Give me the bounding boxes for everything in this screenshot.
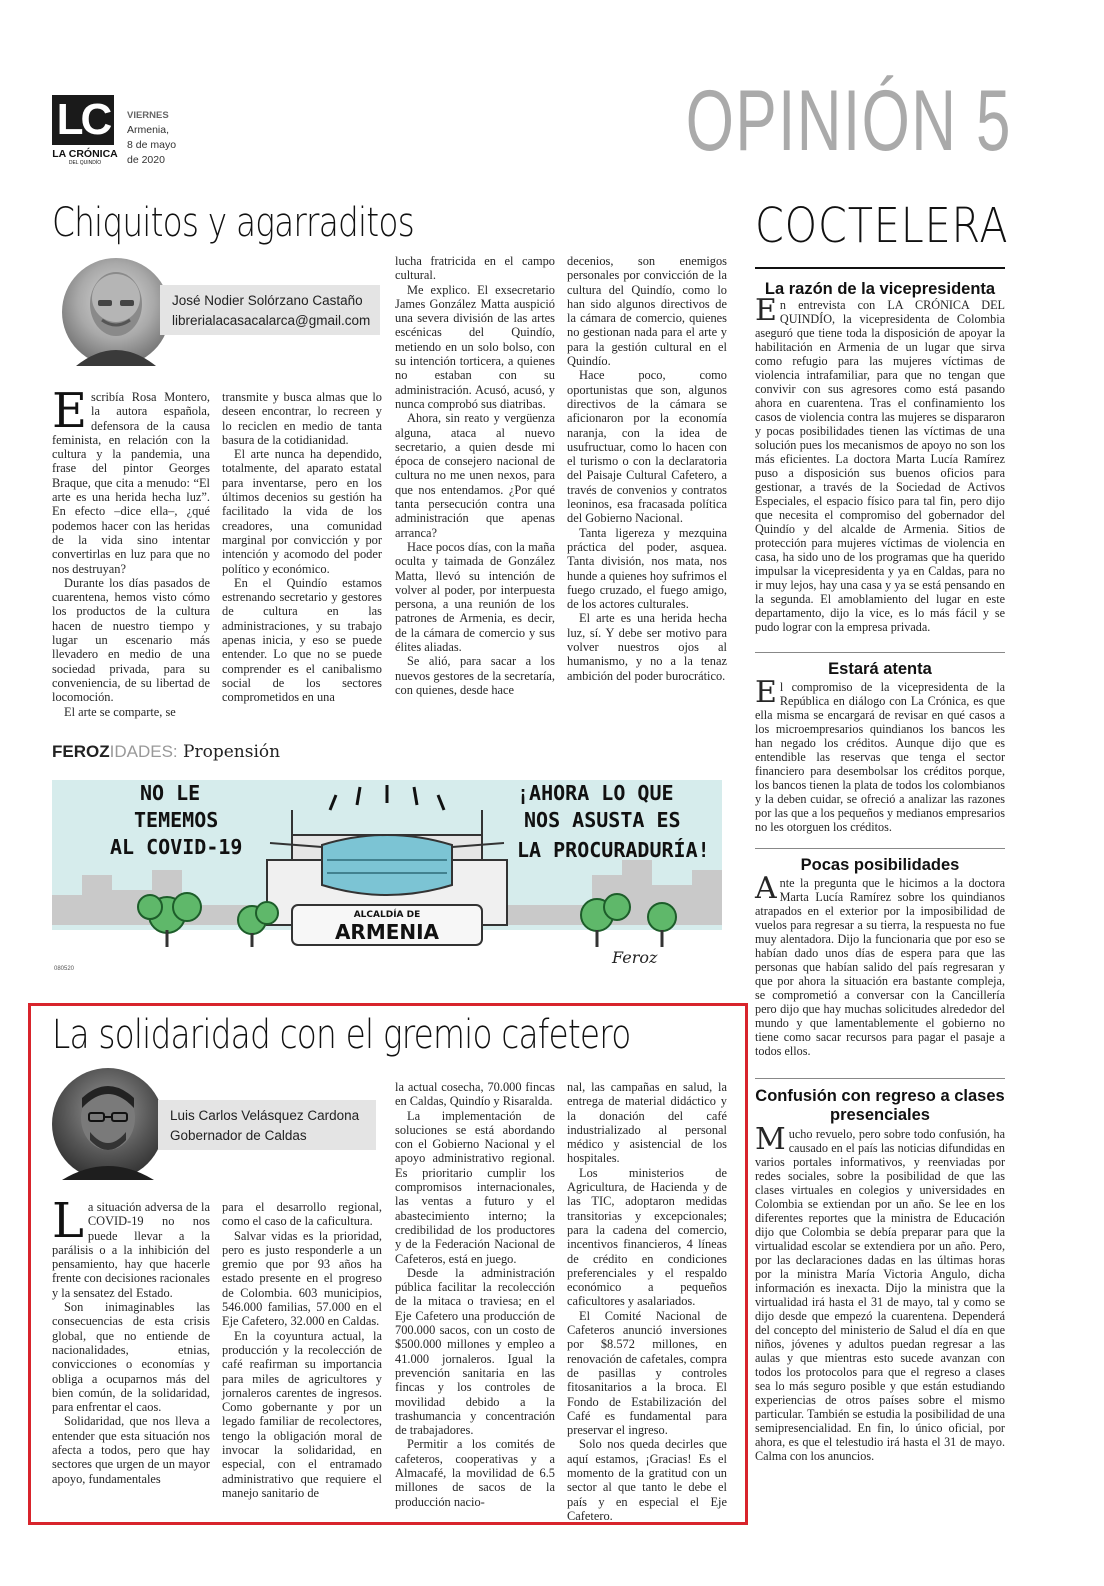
author-box bbox=[160, 285, 380, 335]
paragraph: la actual cosecha, 70.000 fincas en Caldas, Quindío y Risaralda. bbox=[395, 1080, 555, 1109]
article-column bbox=[395, 254, 555, 709]
paragraph: scribía Rosa Montero, la autora española, defensora de la causa feminista, en relación con la cultura y la pandemia, una frase del pintor Georges Braque, que cita a menudo: “El arte es una herida hecha luz”. En efecto –dice ella–, ¿qué podemos hacer con las heridas de la vida sino intentar convertirlas en luz para que no nos destruyan? bbox=[52, 390, 210, 576]
paragraph: En la coyuntura actual, la producción y la recolección de café reafirman su importancia para miles de agricultores y jornaleros carentes de ingresos. Como gobernante y por un legado familiar de recolectores, tengo la obligación moral de invocar la solidaridad, en especial, con el entramado administrativo que requiere el manejo sanitario de bbox=[222, 1328, 382, 1500]
paragraph: Los ministerios de Agricultura, de Hacienda y de las TIC, adoptaron medidas transitorias y excepcionales; para la cadena del comercio, incentivos financieros, 4 líneas de crédito en condiciones preferenciales y el respaldo económico a pequeños caficultores y asalariados. bbox=[567, 1165, 727, 1309]
author-name: José Nodier Solórzano Castaño bbox=[172, 293, 363, 308]
logo-subtitle: DEL QUINDÍO bbox=[68, 160, 102, 166]
cartoon-illustration bbox=[52, 765, 722, 965]
sidebar-paragraph: l compromiso de la vicepresidenta de la República en diálogo con La Crónica, es que ella misma se encargará de revisar en qué casos a los microempresarios quindianos los bancos les han negado los créditos. Aunque dijo que es entendible las reservas que tenga el sector financiero para desembolsar los créditos porque, los bancos tienen la plata de todos los colombianos y la deben cuidar, se ofreció a analizar las razones por las que a los pequeños y medianos empresarios no les otorguen los créditos. bbox=[755, 680, 1005, 834]
building-sign-top: ALCALDÍA DE bbox=[353, 910, 421, 920]
date-line-2: de 2020 bbox=[127, 154, 165, 166]
paragraph: Ahora, sin reato y vergüenza alguna, ataca al nuevo secretario, a quien desde mi época de consejero nacional de cultura no me unen nexos, para que nos entendamos. ¿Por qué tanta persecución contra una administración que apenas arranca? bbox=[395, 411, 555, 540]
paragraph: Tanta ligereza y mezquina práctica del poder, asquea. Tanta división, nos mata, nos hunde a quienes hoy sufrimos el fuego cruzado, el fuego amigo, de los actores culturales. bbox=[567, 525, 728, 612]
sidebar-text bbox=[755, 675, 1005, 838]
paragraph: Son inimaginables las consecuencias de esta crisis global, que no entiende de nacionalidades, etnias, convicciones o economías y obliga a ocuparnos más del bien común, de la solidaridad, para enfrentar el caos. bbox=[52, 1300, 210, 1415]
paragraph: transmite y busca almas que lo deseen encontrar, lo recreen y lo reciclen en medio de tanta basura de la cotidianidad. bbox=[222, 390, 382, 447]
cartoon-label bbox=[52, 742, 280, 762]
sidebar-text bbox=[755, 293, 1005, 643]
article-title: La solidaridad con el gremio cafetero bbox=[52, 1012, 631, 1058]
paragraph: Hace poco, como oportunistas que son, algunos directivos de la cámara se aficionaron por la economía naranja, con la idea de usufructuar, como lo hacen con el turismo o con la declaratoria del Paisaje Cultural Cafetero, a través de convenios y contratos leoninos, esa fracasada política del Gobierno Nacional. bbox=[567, 368, 727, 526]
paragraph: La implementación de soluciones se está abordando con el Gobierno Nacional y el apoyo administrativo regional. Es prioritario cumplir los compromisos internacionales, las ventas a futuro y el abastecimiento interno; la credibilidad de los productores y de la Federación Nacional de Cafeteros, está en juego. bbox=[395, 1108, 555, 1266]
dropcap: A bbox=[755, 871, 777, 906]
article-column bbox=[222, 1200, 382, 1500]
cartoon-label-bold: FEROZ bbox=[52, 742, 110, 761]
bubble-right-line-2: NOS ASUSTA ES bbox=[524, 808, 681, 832]
sidebar-rule bbox=[755, 267, 1005, 269]
article-column bbox=[567, 254, 727, 709]
sidebar-paragraph: ucho revuelo, pero sobre todo confusión, ha causado en el país las noticias difundidas en varios portales informativos, y reenviadas por redes sociales, sobre la posibilidad de que las clases virtuales en colegios y universidades en Colombia se extiendan por un año. Se lee en los diferentes reportes que la ministra de Educación dijo que Colombia se debía preparar para que la virtualidad escolar se extendiera por un año. Pero, por las declaraciones dadas en las últimas horas por la ministra María Victoria Angulo, dicha información es inexacta. Dijo la ministra que la virtualidad irá hasta el 31 de mayo, tal y como se dijo desde que empezó la cuarentena. Dependerá del concepto del ministerio de Salud el día en que niños, jóvenes y adultos puedan regresar a las aulas y que mientras esto sucede avanzan con todos los protocolos para que el regreso a clases sea lo más seguro posible y que están estudiando experiencias de otros países sobre el mismo particular. También se estudia la posibilidad de una semipresencialidad. En fin, lo único oficial, por ahora, es que el telestudio irá hasta el 31 de mayo. Calma con los anuncios. bbox=[755, 1127, 1005, 1463]
paragraph: Se alió, para sacar a los nuevos gestores de la secretaría, con quienes, desde hace bbox=[395, 654, 555, 697]
cartoon-date-code: 080520 bbox=[54, 966, 75, 972]
bubble-left-line-3: AL COVID-19 bbox=[110, 835, 243, 859]
day-label: VIERNES bbox=[127, 110, 169, 121]
sidebar-text bbox=[755, 871, 1005, 1066]
paragraph: Durante los días pasados de cuarentena, hemos visto cómo los productos de la cultura hacen de nuestro tiempo y lugar un escenario más llevadero en medio de una sociedad privada, para su conveniencia, de su libertad de locomoción. bbox=[52, 575, 210, 705]
paragraph: Me explico. El exsecretario James González Matta auspició una severa división de las artes escénicas del Quindío, metiendo en un solo bolso, con su intención torticera, a quienes no estaban con su administración. Acusó, acusó, y nunca comprobó sus diatribas. bbox=[395, 282, 555, 411]
author-role: Gobernador de Caldas bbox=[170, 1128, 307, 1143]
paragraph: Desde la administración pública facilitar la recolección de la mitaca o traviesa; en el Eje Cafetero una producción de 700.000 sacos, con un costo de $500.000 millones y empleo a 41.000 jornaleros. Igual la prevención sanitaria en las fincas y los controles de movilidad debido a la trashumancia y concentración de trabajadores. bbox=[395, 1265, 555, 1438]
sidebar-paragraph: nte la pregunta que le hicimos a la doctora Marta Lucía Ramírez sobre los quindianos atrapados en el exterior por la imposibilidad de vuelos para regresar a su tierra, la respuesta no fue muy alentadora. Dijo la funcionaria que por eso se habían dado unos días de espera para que las personas que habían salido del país regresaran y que por ahora la situación era bastante compleja, se comprometió a conversar con la Cancillería pero dijo que hay muchas solicitudes alrededor del mundo y que lamentablemente el gobierno no tiene como sacar recursos para pagar el pasaje a todos ellos. bbox=[755, 876, 1005, 1058]
paragraph: decenios, son enemigos personales por convicción de la cultura del Quindío, como lo han sido algunos directivos de la cámara de comercio, quienes no gestionan nada para el arte y para la gestión cultural en el Quindío. bbox=[567, 254, 727, 369]
author-email[interactable]: librerialacasacalarca@gmail.com bbox=[172, 313, 371, 328]
sidebar-text bbox=[755, 1122, 1005, 1469]
cartoon-label-gray: IDADES: bbox=[109, 742, 178, 761]
logo: LC bbox=[52, 95, 114, 145]
divider bbox=[755, 1078, 1005, 1079]
building-sign: ARMENIA bbox=[334, 920, 440, 944]
dropcap: E bbox=[755, 293, 777, 328]
dropcap: E bbox=[52, 383, 88, 439]
cartoon-signature: Feroz bbox=[612, 948, 658, 967]
bubble-right-line-1: ¡AHORA LO QUE bbox=[517, 781, 674, 805]
cartoon-label-rest: Propensión bbox=[177, 742, 281, 762]
paragraph: En el Quindío estamos estrenando secretario y gestores de cultura en las administraciones, y su trabajo apenas inicia, y eso se puede entender. Lo que no se puede comprender es el canibalismo social de los sectores comprometidos en una bbox=[222, 575, 382, 705]
paragraph: El Comité Nacional de Cafeteros anunció inversiones por $8.572 millones, en renovación de cafetales, compra de pasillas y controles fitosanitarios a la broca. El Fondo de Estabilización del Café es fundamental para preservar el ingreso. bbox=[567, 1308, 727, 1438]
sidebar-title: COCTELERA bbox=[755, 198, 1009, 254]
author-box bbox=[158, 1100, 376, 1150]
article-column bbox=[52, 1193, 210, 1500]
dropcap: M bbox=[755, 1122, 786, 1157]
sidebar-subhead: La razón de la vicepresidenta bbox=[764, 280, 996, 298]
dropcap: E bbox=[755, 675, 777, 710]
divider bbox=[755, 848, 1005, 849]
author-name: Luis Carlos Velásquez Cardona bbox=[170, 1108, 360, 1123]
paragraph: Permitir a los comités de cafeteros, cooperativas y a Almacafé, la movilidad de 6.5 millones de sacos de la producción nacio- bbox=[395, 1437, 555, 1509]
author-photo bbox=[52, 1068, 164, 1180]
paragraph: nal, las campañas en salud, la entrega de material didáctico y la donación del café industrializado al personal médico y asistencial de los hospitales. bbox=[567, 1080, 727, 1166]
paragraph: Solo nos queda decirles que aquí estamos, ¡Gracias! Es el momento de la gratitud con un sector al que tanto le debe el país y en especial el Eje Cafetero. bbox=[567, 1437, 727, 1523]
paragraph: Solidaridad, que nos lleva a entender que esta situación nos afecta a todos, pero que hay sectores que urgen de un mayor apoyo, fundamentales bbox=[52, 1414, 210, 1486]
article-column bbox=[567, 1080, 727, 1523]
paragraph: Hace pocos días, con la maña oculta y taimada de González Matta, llevó su intención de volver al poder, por interpuesta persona, a una reunión de los patrones de Armenia, es decir, de la cámara de comercio y sus élites aliadas. bbox=[395, 539, 555, 655]
sidebar-subhead: Pocas posibilidades bbox=[800, 856, 960, 874]
article-column bbox=[222, 390, 382, 710]
bubble-left-line-1: NO LE bbox=[140, 781, 201, 805]
paragraph: a situación adversa de la COVID-19 no nos puede llevar a la parálisis o a la inhibición del pensamiento, hay que hacerle frente con decisiones racionales y la sensatez del Estado. bbox=[52, 1200, 210, 1300]
article-column bbox=[52, 383, 210, 719]
article-title: Chiquitos y agarraditos bbox=[52, 200, 414, 246]
paragraph: El arte es una herida hecha luz, sí. Y debe ser motivo para volver nuestros ojos al humanismo, y no a la tenaz ambición del poder burocrático. bbox=[567, 611, 727, 683]
divider bbox=[755, 652, 1005, 653]
bubble-left-line-2: TEMEMOS bbox=[134, 808, 219, 832]
sidebar-paragraph: n entrevista con LA CRÓNICA DEL QUINDÍO, la vicepresidenta de Colombia aseguró que tiene toda la disposición de apoyar la habilitación en Armenia de un lugar que sirva como refugio para las mujeres víctimas de violencia intrafamiliar, para que no tengan que convivir con sus agresores como está pasando ahora en cuarentena. Tras el confinamiento los casos de violencia contra las mujeres se dispararon y pocas posibilidades tienen las víctimas de una solución pues los mecanismos de apoyo no son los más eficientes. La doctora Marta Lucía Ramírez puso a disposición sus buenos oficios para gestionar, a través de la Sociedad de Activos Especiales, el espacio físico para tal fin, pero dijo que necesita el compromiso del gobernador del Quindío y del alcalde de Armenia. Sitios de protección para mujeres víctimas de violencia en casa, ha sido uno de los programas que ha querido impulsar la vicepresidenta y ya en Caldas, para no ir muy lejos, hay una casa y ya se está pensando en la segunda. El amoblamiento del lugar en este departamento, dijo la vice, es lo más fácil y se pudo lograr con la empresa privada. bbox=[755, 298, 1005, 634]
paragraph: Salvar vidas es la prioridad, pero es justo responderle a un gremio que por 93 años ha estado presente en el progreso de Colombia. 603 municipios, 546.000 familias, 57.000 en el Eje Cafetero, 32.000 en Caldas. bbox=[222, 1228, 382, 1329]
paragraph: El arte se comparte, se bbox=[64, 704, 176, 719]
date-block bbox=[127, 108, 176, 168]
sidebar-subhead: Confusión con regreso a clases presenciales bbox=[755, 1087, 1005, 1124]
paragraph: lucha fratricida en el campo cultural. bbox=[395, 254, 555, 283]
article-column bbox=[395, 1080, 555, 1509]
logo-name: LA CRÓNICA bbox=[52, 148, 118, 160]
dropcap: L bbox=[52, 1193, 84, 1249]
date-line-1: 8 de mayo bbox=[127, 139, 177, 151]
paragraph: El arte nunca ha dependido, totalmente, del aparato estatal para inventarse, pero en los últimos decenios su gestión ha facilitado la vida de los creadores, una comunidad marginal por convicción y por intención y acomodo del poder político y económico. bbox=[222, 447, 382, 576]
author-photo bbox=[62, 258, 170, 366]
bubble-right-line-3: LA PROCURADURÍA! bbox=[517, 838, 710, 862]
sidebar-subhead: Estará atenta bbox=[828, 660, 932, 678]
city-label: Armenia, bbox=[127, 124, 170, 136]
paragraph: para el desarrollo regional, como el caso de la caficultura. bbox=[222, 1200, 382, 1229]
section-title: OPINIÓN 5 bbox=[685, 73, 1012, 169]
